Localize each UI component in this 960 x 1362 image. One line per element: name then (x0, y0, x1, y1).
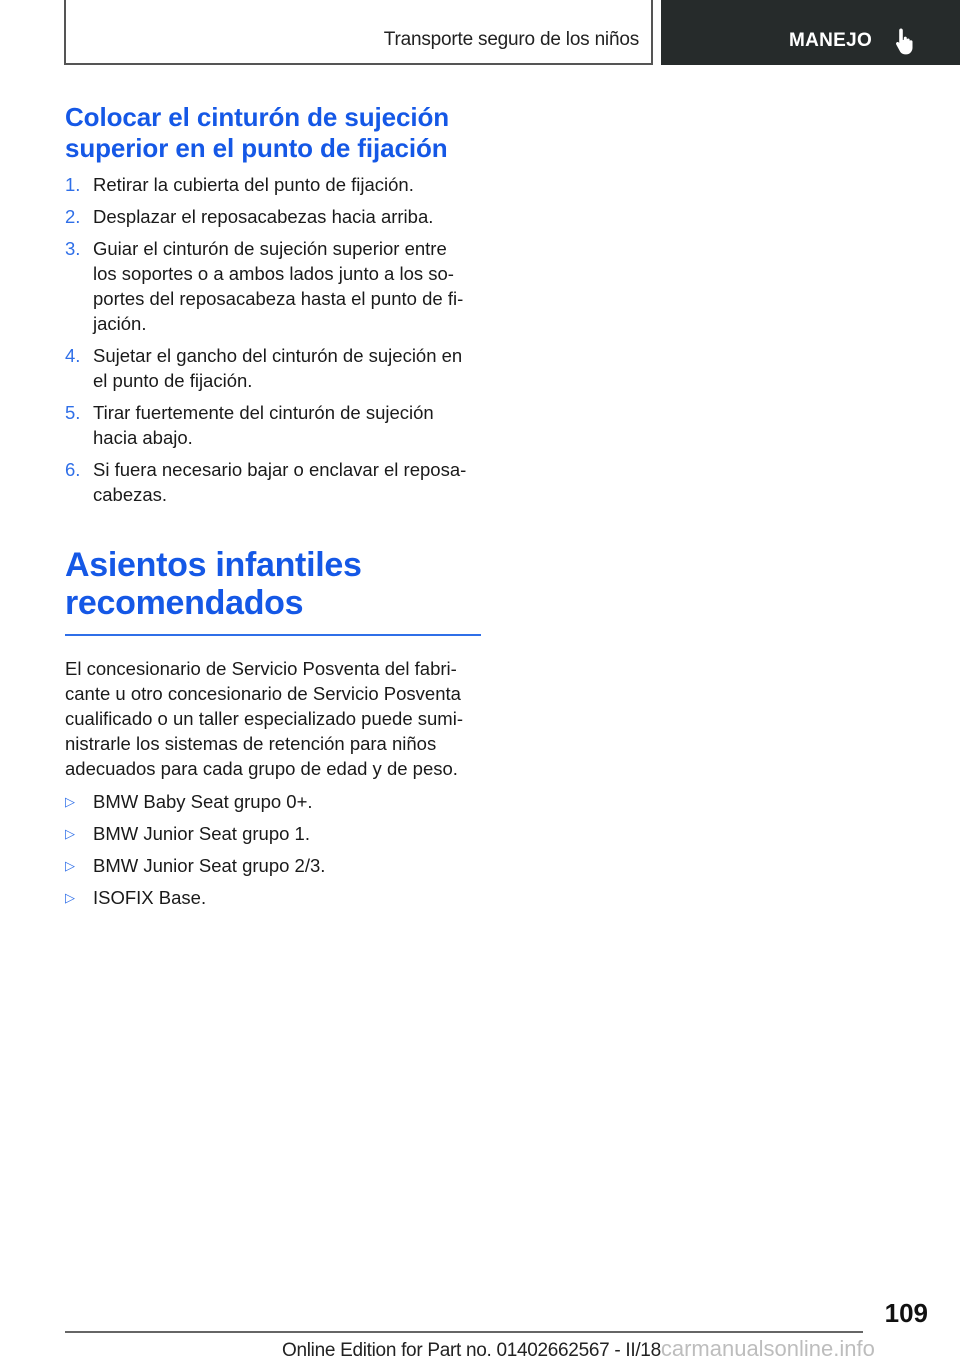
step-number: 4. (65, 345, 81, 366)
step-text: el punto de fijación. (93, 370, 253, 391)
step-item (65, 172, 481, 197)
triangle-bullet-icon: ▷ (65, 858, 75, 873)
triangle-bullet-icon: ▷ (65, 794, 75, 809)
intro-paragraph (65, 656, 481, 781)
heading-line: Colocar el cinturón de sujeción (65, 102, 450, 132)
section-recommended-seats (65, 546, 481, 917)
chapter-heading (65, 546, 481, 636)
step-text: Sujetar el gancho del cinturón de sujeción en (93, 345, 463, 366)
list-item-text: BMW Junior Seat grupo 1. (93, 823, 310, 844)
paragraph-line: cante u otro concesionario de Servicio Posventa (65, 683, 461, 704)
footer (282, 1336, 875, 1362)
footer-divider (65, 1331, 863, 1333)
step-item (65, 204, 481, 229)
steps-list (65, 172, 481, 507)
list-item-text: ISOFIX Base. (93, 887, 207, 908)
pointing-hand-icon (894, 27, 918, 55)
section-tether-strap (65, 102, 481, 514)
heading-line: recomendados (65, 584, 304, 622)
step-text: hacia abajo. (93, 427, 193, 448)
list-item (65, 885, 481, 910)
chapter-tab[interactable] (661, 0, 960, 65)
step-number: 1. (65, 174, 81, 195)
step-text: los soportes o a ambos lados junto a los so- (93, 263, 454, 284)
paragraph-line: El concesionario de Servicio Posventa del fabri- (65, 658, 457, 679)
step-number: 5. (65, 402, 81, 423)
paragraph-line: adecuados para cada grupo de edad y de peso. (65, 758, 458, 779)
triangle-bullet-icon: ▷ (65, 826, 75, 841)
section-heading (65, 102, 481, 164)
list-item (65, 789, 481, 814)
step-text: cabezas. (93, 484, 168, 505)
step-text: jación. (93, 313, 147, 334)
step-item (65, 236, 481, 336)
step-number: 2. (65, 206, 81, 227)
step-text: Si fuera necesario bajar o enclavar el reposa- (93, 459, 467, 480)
triangle-bullet-icon: ▷ (65, 890, 75, 905)
list-item-text: BMW Baby Seat grupo 0+. (93, 791, 313, 812)
step-number: 6. (65, 459, 81, 480)
step-text: Desplazar el reposacabezas hacia arriba. (93, 206, 434, 227)
step-item (65, 457, 481, 507)
seat-list (65, 789, 481, 910)
list-item (65, 821, 481, 846)
step-text: Tirar fuertemente del cinturón de sujeción (93, 402, 434, 423)
running-header (64, 0, 653, 65)
step-text: Retirar la cubierta del punto de fijación. (93, 174, 414, 195)
paragraph-line: cualificado o un taller especializado puede sumi- (65, 708, 463, 729)
step-text: Guiar el cinturón de sujeción superior entre (93, 238, 447, 259)
step-item (65, 400, 481, 450)
page-number: 109 (884, 1298, 928, 1328)
paragraph-line: nistrarle los sistemas de retención para niños (65, 733, 437, 754)
heading-line: Asientos infantiles (65, 546, 362, 584)
step-text: portes del reposacabeza hasta el punto de fi- (93, 288, 464, 309)
list-item (65, 853, 481, 878)
section-title: Transporte seguro de los niños (383, 29, 639, 50)
heading-line: superior en el punto de fijación (65, 133, 448, 163)
watermark[interactable]: carmanualsonline.info (660, 1336, 875, 1361)
chapter-label: MANEJO (789, 30, 873, 51)
list-item-text: BMW Junior Seat grupo 2/3. (93, 855, 326, 876)
edition-text: Online Edition for Part no. 01402662567 - II/18 (282, 1340, 661, 1361)
step-item (65, 343, 481, 393)
step-number: 3. (65, 238, 81, 259)
